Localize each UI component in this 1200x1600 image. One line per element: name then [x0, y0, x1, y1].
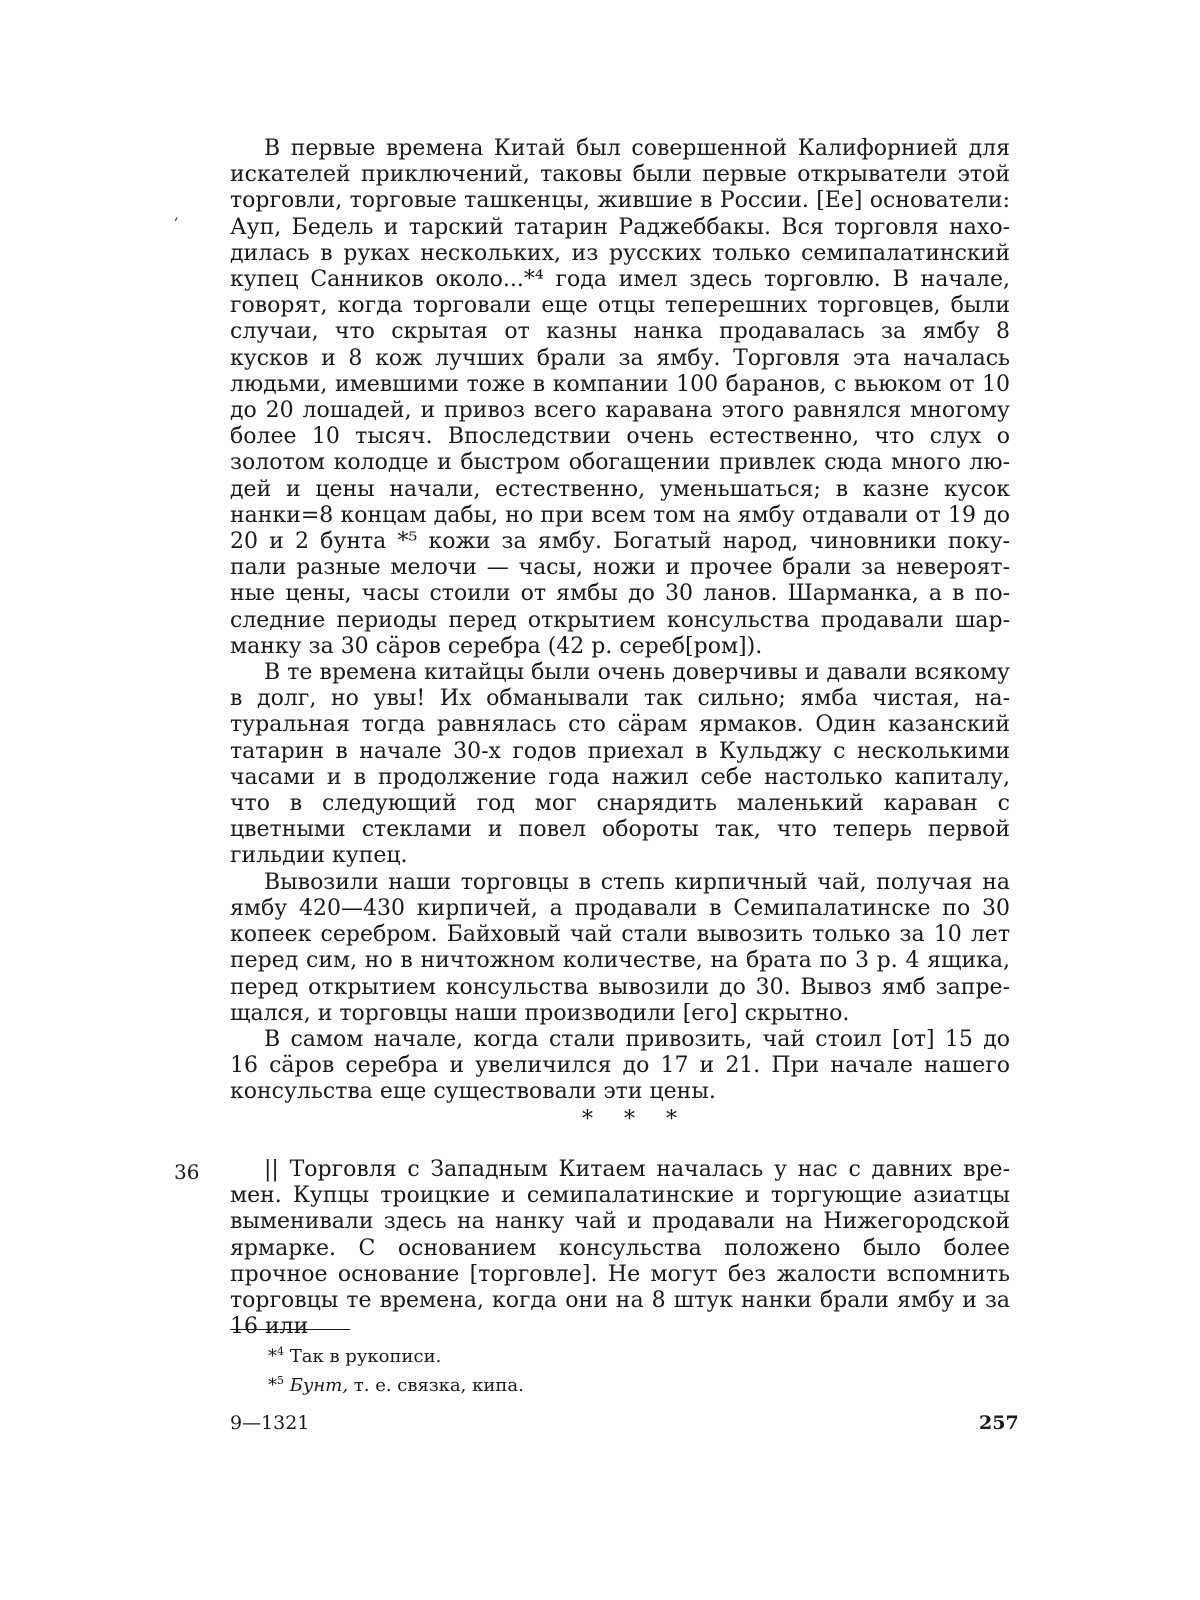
footnotes [268, 1340, 524, 1398]
margin-page-number: 36 [174, 1160, 200, 1184]
footnote-mark: *$^5$ [268, 1374, 284, 1396]
paragraph: В те времена китайцы были очень доверчивы и давали всякому в долг, но увы! Их обманывали так сильно; ямба чистая, натуральная тогда равнялась сто сäрам ярмаков. Один казанский татарин в начале 30-х годов приехал в Кульджу с несколькими часами и в продолжение года нажил себе настолько капиталу, что в следующий год мог снарядить маленький караван с цветными стеклами и повел обороты так, что теперь первой гильдии купец. [230, 660, 1010, 869]
paragraph: Вывозили наши торговцы в степь кирпичный чай, получая на ямбу 420—430 кирпичей, а продавали в Семипалатинске по 30 копеек серебром. Байховый чай стали вывозить только за 10 лет перед сим, но в ничтожном количестве, на брата по 3 р. 4 ящика, перед открытием консульства вывозили до 30. Вывоз ямб запрещался, и торговцы наши производили [его] скрытно. [230, 869, 1010, 1026]
paragraph: || Торговля с Западным Китаем началась у нас с давних времен. Купцы троицкие и семипалатинские и торгующие азиатцы выменивали здесь на нанку чай и продавали на Нижегородской ярмарке. С основанием консульства положено было более прочное основание [торговле]. Не могут без жалости вспомнить торговцы те времена, когда они на 8 штук нанки брали ямбу и за 16 или [230, 1157, 1010, 1340]
footnote-divider [230, 1329, 350, 1330]
section-break-asterism: * * * [582, 1107, 689, 1132]
section-text [230, 1157, 1010, 1340]
footnote-text: т. е. связка, кипа. [353, 1375, 524, 1396]
paragraph: В первые времена Китай был совершенной Калифорнией для искателей приключений, таковы были первые открыватели этой торговли, торговые ташкенцы, жившие в России. [Ее] основатели: Ауп, Бедель и тарский татарин Раджеббакы. Вся торговля находилась в руках нескольких, из русских только семипалатинский купец Санников около...*⁴ года имел здесь торговлю. В начале, говорят, когда торговали еще отцы теперешних торговцев, были случаи, что скрытая от казны нанка продавалась за ямбу 8 кусков и 8 кож лучших брали за ямбу. Торговля эта началась людьми, имевшими тоже в компании 100 баранов, с вьюком от 10 до 20 лошадей, и привоз всего каравана этого равнялся многому более 10 тысяч. Впоследствии очень естественно, что слух о золотом колодце и быстром обогащении привлек сюда много людей и цены начали, естественно, уменьшаться; в казне кусок нанки=8 концам дабы, но при всем том на ямбу отдавали от 19 до 20 и 2 бунта *⁵ кожи за ямбу. Богатый народ, чиновники покупали разные мелочи — часы, ножи и прочее брали за невероятные цены, часы стоили от ямбы до 30 ланов. Шарманка, а в последние периоды перед открытием консульства продавали шарманку за 30 сäров серебра (42 р. сереб[ром]). [230, 136, 1010, 659]
footnote [268, 1369, 524, 1398]
main-text [230, 136, 1010, 1106]
stray-mark: ‚ [174, 207, 179, 223]
paragraph: В самом начале, когда стали привозить, чай стоил [от] 15 до 16 сäров серебра и увеличился до 17 и 21. При начале нашего консульства еще существовали эти цены. [230, 1026, 1010, 1105]
page-number: 257 [979, 1412, 1019, 1434]
footnote [268, 1340, 524, 1369]
printer-signature: 9—1321 [230, 1412, 310, 1434]
footnote-term: Бунт, [289, 1375, 349, 1396]
footnote-mark: *$^4$ [268, 1345, 284, 1367]
footnote-text: Так в рукописи. [289, 1346, 442, 1367]
